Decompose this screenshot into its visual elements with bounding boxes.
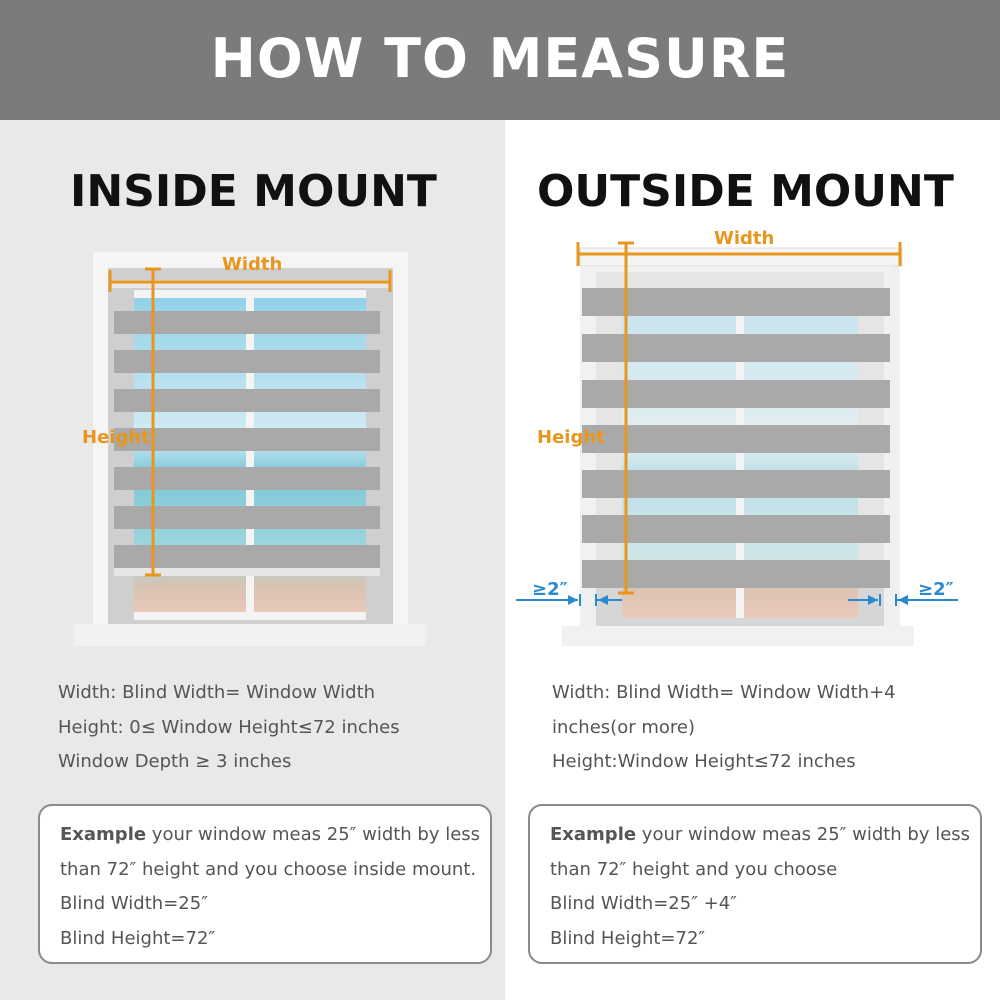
inside-example-line3: Blind Width=25″ (60, 893, 208, 914)
inside-sill (74, 624, 426, 646)
inside-example-lead: Example (60, 824, 147, 845)
outside-blind-headrail (580, 248, 902, 266)
inside-example-line4: Blind Height=72″ (60, 927, 216, 949)
outside-right-margin-label: ≥2″ (918, 579, 954, 600)
inside-req-depth: Window Depth ≥ 3 inches (58, 751, 292, 772)
outside-height-label: Height (537, 427, 605, 448)
inside-window-diagram (74, 252, 426, 646)
outside-left-margin-label: ≥2″ (532, 579, 568, 600)
inside-example-line2: than 72″ height and you choose inside mount. (60, 858, 477, 880)
outside-req-width: Width: Blind Width= Window Width+4 (552, 682, 896, 703)
outside-example-line3: Blind Width=25″ +4″ (550, 893, 737, 914)
inside-requirements (58, 676, 488, 780)
inside-mount-title: INSIDE MOUNT (70, 166, 437, 217)
outside-req-width-cont: inches(or more) (552, 716, 695, 738)
page-title: HOW TO MEASURE (210, 27, 790, 90)
outside-mount-title: OUTSIDE MOUNT (537, 166, 954, 217)
outside-example-line2: than 72″ height and you choose (550, 858, 838, 880)
outside-example-line1: your window meas 25″ width by less (636, 824, 971, 845)
inside-example-box (38, 804, 492, 964)
outside-example-lead: Example (550, 824, 637, 845)
outside-requirements (552, 676, 982, 780)
inside-req-width: Width: Blind Width= Window Width (58, 682, 376, 703)
outside-example-line4: Blind Height=72″ (550, 927, 706, 949)
outside-width-label: Width (714, 228, 775, 249)
inside-req-height: Height: 0≤ Window Height≤72 inches (58, 716, 400, 738)
outside-req-height: Height:Window Height≤72 inches (552, 751, 856, 772)
inside-width-label: Width (222, 254, 283, 275)
inside-example-line1: your window meas 25″ width by less (146, 824, 481, 845)
outside-window-diagram (516, 228, 958, 646)
outside-example-box (528, 804, 982, 964)
inside-height-label: Height (82, 427, 150, 448)
outside-sill (562, 626, 914, 646)
